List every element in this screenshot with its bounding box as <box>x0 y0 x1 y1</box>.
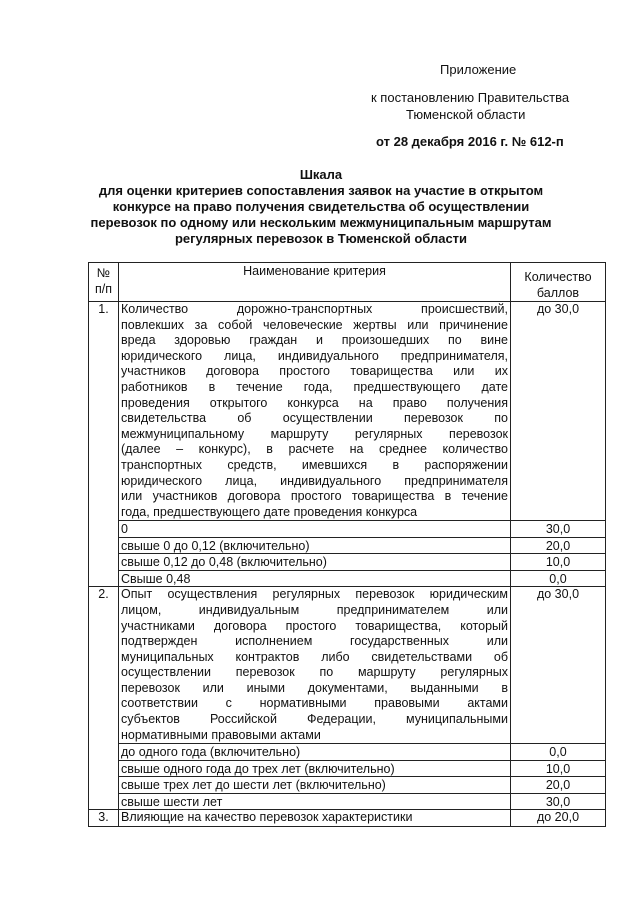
sub-value: 10,0 <box>511 554 606 571</box>
criterion-line: проведения открытого конкурса на право получения <box>121 395 508 410</box>
sub-label: Свыше 0,48 <box>119 570 511 587</box>
criterion-line: вреда здоровью граждан и произошедших по вине <box>121 333 508 348</box>
criterion-line: юридического лица, индивидуального предпринимателя, <box>121 348 508 363</box>
criterion-text <box>119 587 511 744</box>
criterion-line: нормативными правовыми актами <box>121 727 321 742</box>
criterion-points: до 20,0 <box>511 810 606 827</box>
title-line: для оценки критериев сопоставления заявок на участие в открытом <box>98 183 544 198</box>
table-row <box>89 587 606 744</box>
table-row <box>89 302 606 521</box>
sub-value: 0,0 <box>511 570 606 587</box>
header-name: Наименование критерия <box>119 263 511 302</box>
resolution-date: от 28 декабря 2016 г. № 612-п <box>376 134 564 149</box>
document-title <box>86 167 556 247</box>
criterion-line: соответствии с нормативными правовыми актами <box>121 696 508 711</box>
criterion-line: Влияющие на качество перевозок характеристики <box>121 810 413 825</box>
criterion-line: межмуниципальному маршруту регулярных перевозок <box>121 426 508 441</box>
sub-value: 20,0 <box>511 537 606 554</box>
criterion-points: до 30,0 <box>511 302 606 521</box>
sub-label: до одного года (включительно) <box>119 744 511 761</box>
criterion-line: лицом, индивидуальным предпринимателем или <box>121 602 508 617</box>
table-row <box>89 810 606 827</box>
sub-value: 30,0 <box>511 521 606 538</box>
sub-row <box>89 744 606 761</box>
criterion-line: Опыт осуществления регулярных перевозок юридическим <box>121 587 508 602</box>
sub-value: 10,0 <box>511 760 606 777</box>
criterion-line: подтвержден исполнением государственных или <box>121 634 508 649</box>
criterion-line: повлекших за собой человеческие жертвы или причинение <box>121 317 508 332</box>
sub-row <box>89 760 606 777</box>
criterion-line: юридического лица, индивидуального предпринимателя <box>121 473 508 488</box>
criterion-line: муниципальных контрактов либо свидетельствами об <box>121 649 508 664</box>
criterion-line: перевозок или иными документами, выданными в <box>121 680 508 695</box>
header-points: Количество баллов <box>511 263 606 302</box>
sub-row <box>89 793 606 810</box>
title-line: конкурсе на право получения свидетельства об осуществлении <box>112 199 530 214</box>
row-number: 3. <box>89 810 119 827</box>
resolution-ref: к постановлению Правительства <box>371 90 570 105</box>
criterion-line: участниками договора простого товарищества, который <box>121 618 508 633</box>
criterion-line: (далее – конкурс), в расчете на среднее количество <box>121 442 508 457</box>
sub-value: 20,0 <box>511 777 606 794</box>
sub-row <box>89 777 606 794</box>
sub-row <box>89 554 606 571</box>
criterion-line: субъектов Российской Федерации, муниципальными <box>121 712 508 727</box>
sub-value: 0,0 <box>511 744 606 761</box>
criterion-text <box>119 810 511 827</box>
sub-label: свыше 0,12 до 0,48 (включительно) <box>119 554 511 571</box>
sub-label: свыше шести лет <box>119 793 511 810</box>
criterion-line: или участников договора простого товарищества в течение <box>121 489 508 504</box>
sub-label: свыше трех лет до шести лет (включительно) <box>119 777 511 794</box>
criterion-line: осуществлении перевозок по маршруту регулярных <box>121 665 508 680</box>
criterion-line: участников договора простого товарищества или их <box>121 364 508 379</box>
sub-row <box>89 537 606 554</box>
criterion-line: работников в течение года, предшествующего дате <box>121 379 508 394</box>
criterion-line: транспортных средств, имевшихся в распоряжении <box>121 457 508 472</box>
criterion-line: Количество дорожно-транспортных происшествий, <box>121 302 508 316</box>
sub-row <box>89 521 606 538</box>
row-number: 1. <box>89 302 119 587</box>
title-line: Шкала <box>299 167 343 182</box>
sub-value: 30,0 <box>511 793 606 810</box>
sub-label: свыше одного года до трех лет (включительно) <box>119 760 511 777</box>
criterion-line: свидетельства об осуществлении перевозок по <box>121 411 508 426</box>
title-line: перевозок по одному или нескольким межмуниципальным маршрутам <box>90 215 552 230</box>
appendix-label: Приложение <box>440 62 517 77</box>
sub-row <box>89 570 606 587</box>
row-number: 2. <box>89 587 119 810</box>
title-line: регулярных перевозок в Тюменской области <box>174 231 468 246</box>
criteria-table <box>88 262 606 827</box>
sub-label: 0 <box>119 521 511 538</box>
region-name: Тюменской области <box>406 107 526 122</box>
criterion-points: до 30,0 <box>511 587 606 744</box>
header-num: № п/п <box>89 263 119 302</box>
sub-label: свыше 0 до 0,12 (включительно) <box>119 537 511 554</box>
criterion-text <box>119 302 511 521</box>
criterion-line: года, предшествующего дате проведения конкурса <box>121 504 418 519</box>
